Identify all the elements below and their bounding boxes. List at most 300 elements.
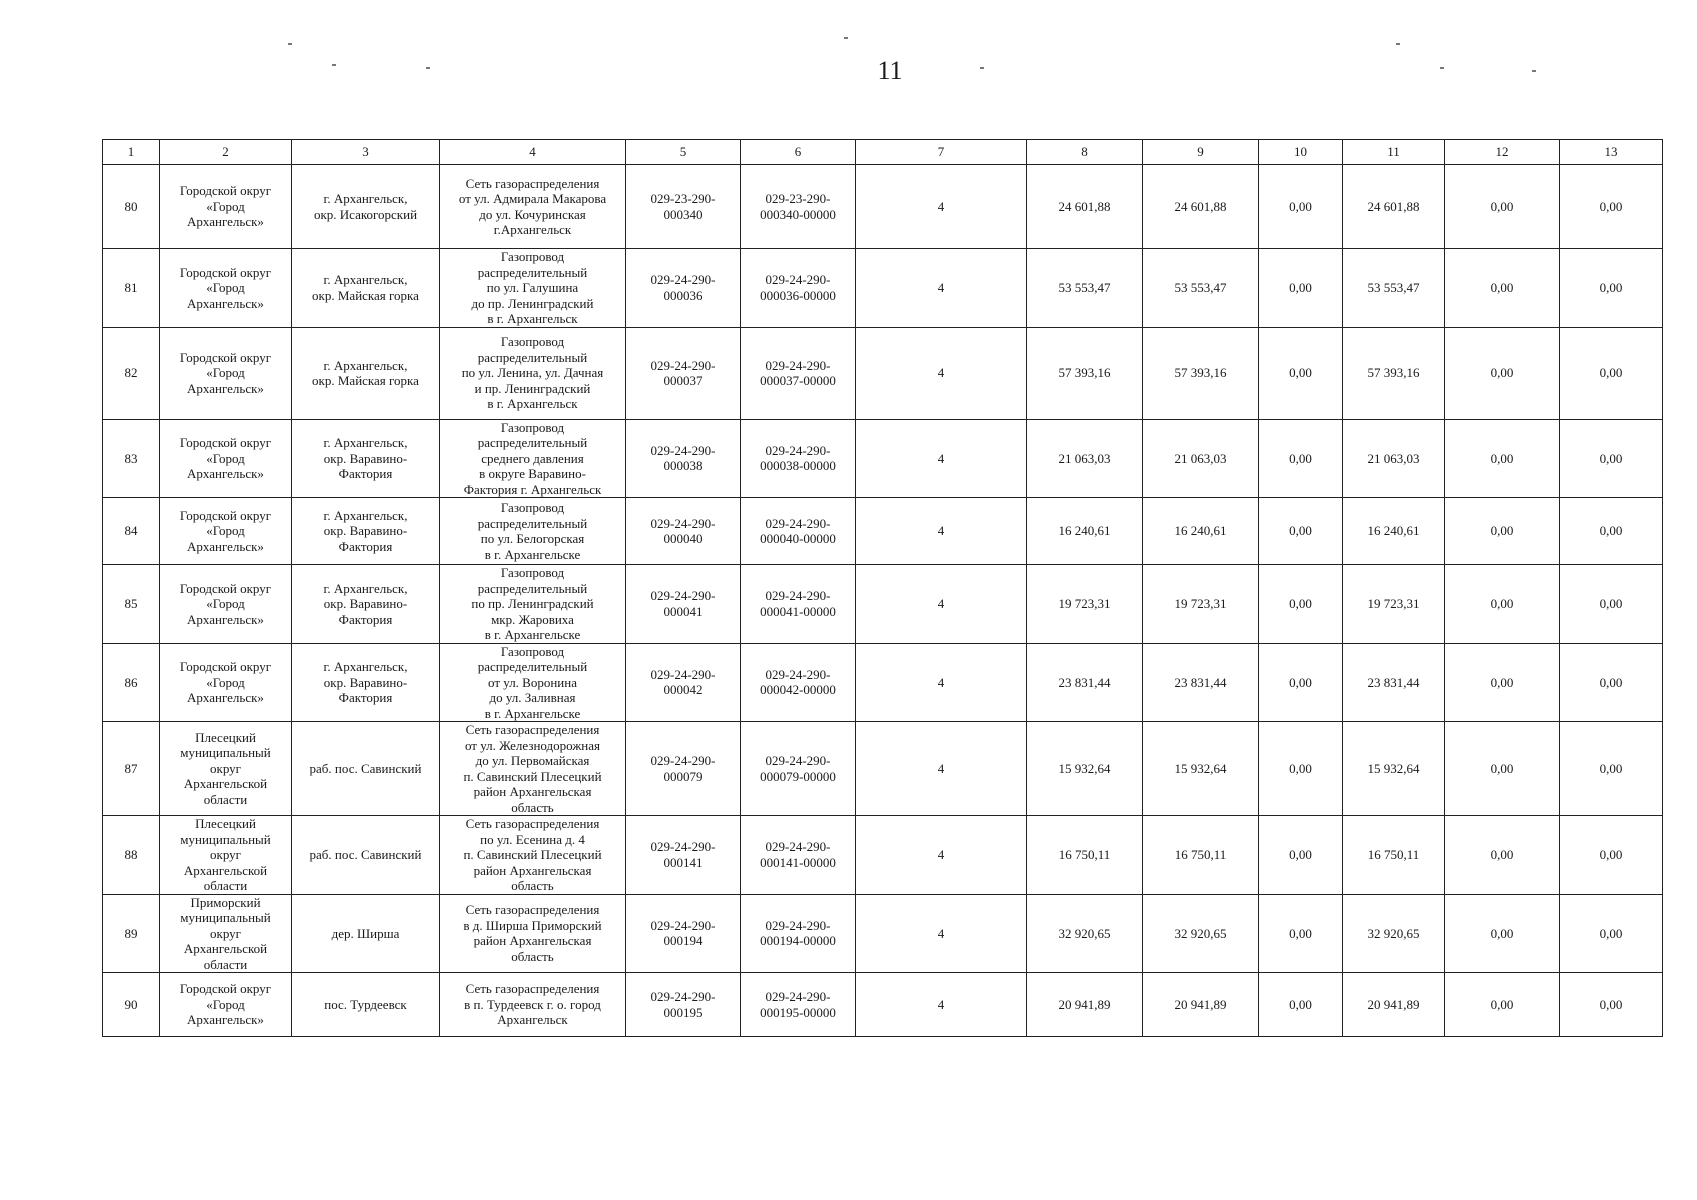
col7-cell: 4 <box>856 973 1027 1037</box>
district-cell-line: округ <box>210 847 241 862</box>
col11-value-cell: 57 393,16 <box>1343 327 1445 419</box>
row-number-cell: 85 <box>103 565 160 644</box>
district-cell <box>160 643 292 722</box>
col13-value-cell: 0,00 <box>1560 722 1663 816</box>
col11-value-cell: 53 553,47 <box>1343 249 1445 328</box>
cadastral-code-cell-line: 029-24-290- <box>650 442 716 458</box>
location-cell-line: окр. Майская горка <box>312 373 419 388</box>
column-header: 5 <box>626 140 741 165</box>
district-cell-line: Архангельской <box>183 862 268 878</box>
district-cell-line: Архангельской <box>183 941 268 956</box>
cadastral-code-cell-line: 000042 <box>663 682 703 698</box>
table-row <box>103 973 1663 1037</box>
col9-value-cell: 57 393,16 <box>1143 327 1259 419</box>
cadastral-code-cell <box>626 722 741 816</box>
object-name-cell <box>440 249 626 328</box>
location-cell-line: г. Архангельск, <box>323 659 408 674</box>
object-name-cell-line: Газопровод <box>500 643 565 659</box>
location-cell <box>292 249 440 328</box>
row-number-cell: 90 <box>103 973 160 1037</box>
full-code-cell-line: 000079-00000 <box>760 768 836 784</box>
full-code-cell <box>741 722 856 816</box>
col11-value-cell: 32 920,65 <box>1343 894 1445 973</box>
location-cell-line: г. Архангельск, <box>323 507 408 523</box>
col9-value-cell: 19 723,31 <box>1143 565 1259 644</box>
location-cell <box>292 643 440 722</box>
location-cell <box>292 816 440 895</box>
col11-value-cell: 15 932,64 <box>1343 722 1445 816</box>
full-code-cell-line: 000038-00000 <box>760 458 836 474</box>
location-cell-line: Фактория <box>338 611 393 627</box>
object-name-cell-line: область <box>511 878 554 893</box>
row-number-cell: 83 <box>103 419 160 498</box>
district-cell <box>160 816 292 895</box>
object-name-cell-line: до ул. Заливная <box>489 690 576 705</box>
location-cell-line: окр. Варавино- <box>323 523 408 539</box>
location-cell-line: окр. Майская горка <box>312 287 419 303</box>
column-header: 11 <box>1343 140 1445 165</box>
col12-value-cell: 0,00 <box>1445 816 1560 895</box>
object-name-cell-line: Фактория г. Архангельск <box>463 481 602 497</box>
district-cell-line: Приморский <box>190 894 261 910</box>
col11-value-cell: 19 723,31 <box>1343 565 1445 644</box>
object-name-cell-line: по ул. Галушина <box>486 280 579 295</box>
header-row <box>103 140 1663 165</box>
col13-value-cell: 0,00 <box>1560 327 1663 419</box>
location-cell-line: Фактория <box>338 466 393 481</box>
location-cell <box>292 894 440 973</box>
row-number-cell: 87 <box>103 722 160 816</box>
table-row <box>103 894 1663 973</box>
table-header <box>103 140 1663 165</box>
object-name-cell-line: Газопровод <box>500 565 565 580</box>
col11-value-cell: 16 240,61 <box>1343 498 1445 565</box>
col12-value-cell: 0,00 <box>1445 643 1560 722</box>
col10-value-cell: 0,00 <box>1259 973 1343 1037</box>
district-cell-line: Архангельск» <box>187 538 264 554</box>
col8-value-cell: 24 601,88 <box>1027 165 1143 249</box>
cadastral-code-cell <box>626 327 741 419</box>
district-cell-line: Архангельск» <box>187 295 264 311</box>
cadastral-code-cell-line: 000037 <box>663 373 703 388</box>
full-code-cell-line: 000195-00000 <box>760 1004 836 1020</box>
col10-value-cell: 0,00 <box>1259 327 1343 419</box>
object-name-cell-line: по ул. Белогорская <box>480 531 585 546</box>
object-name-cell-line: в округе Варавино- <box>479 466 586 481</box>
cadastral-code-cell-line: 029-24-290- <box>650 753 716 768</box>
col13-value-cell: 0,00 <box>1560 894 1663 973</box>
cadastral-code-cell-line: 000195 <box>663 1004 703 1020</box>
district-cell-line: «Город <box>206 996 245 1012</box>
location-cell <box>292 565 440 644</box>
cadastral-code-cell-line: 029-24-290- <box>650 588 716 604</box>
cadastral-code-cell <box>626 498 741 565</box>
district-cell-line: «Город <box>206 365 245 381</box>
district-cell-line: Плесецкий <box>195 729 256 745</box>
district-cell <box>160 894 292 973</box>
col10-value-cell: 0,00 <box>1259 894 1343 973</box>
column-header: 9 <box>1143 140 1259 165</box>
column-header: 2 <box>160 140 292 165</box>
object-name-cell <box>440 816 626 895</box>
full-code-cell-line: 029-24-290- <box>765 515 831 531</box>
district-cell-line: «Город <box>206 523 245 539</box>
object-name-cell-line: Сеть газораспределения <box>465 902 600 918</box>
object-name-cell-line: район Архангельская <box>473 933 592 949</box>
location-cell-line: г. Архангельск, <box>323 191 408 206</box>
object-name-cell-line: по ул. Есенина д. 4 <box>480 831 585 847</box>
district-cell-line: Архангельск» <box>187 380 264 396</box>
table-row <box>103 565 1663 644</box>
district-cell-line: муниципальный <box>180 910 271 925</box>
col13-value-cell: 0,00 <box>1560 498 1663 565</box>
object-name-cell-line: Сеть газораспределения <box>465 981 600 997</box>
table-body <box>103 165 1663 1037</box>
district-cell-line: области <box>203 791 248 807</box>
object-name-cell-line: в п. Турдеевск г. о. город <box>464 996 601 1012</box>
full-code-cell-line: 029-24-290- <box>765 588 831 604</box>
object-name-cell <box>440 643 626 722</box>
col12-value-cell: 0,00 <box>1445 973 1560 1037</box>
full-code-cell-line: 029-24-290- <box>765 442 831 458</box>
full-code-cell <box>741 973 856 1037</box>
location-cell-line: раб. пос. Савинский <box>309 847 422 862</box>
district-cell-line: «Город <box>206 280 245 295</box>
col8-value-cell: 20 941,89 <box>1027 973 1143 1037</box>
cadastral-code-cell-line: 029-24-290- <box>650 666 716 682</box>
object-name-cell-line: район Архангельская <box>473 784 592 799</box>
col10-value-cell: 0,00 <box>1259 722 1343 816</box>
col10-value-cell: 0,00 <box>1259 565 1343 644</box>
object-name-cell-line: область <box>511 799 554 815</box>
full-code-cell <box>741 498 856 565</box>
object-name-cell-line: распределительный <box>477 264 588 280</box>
col10-value-cell: 0,00 <box>1259 816 1343 895</box>
location-cell-line: г. Архангельск, <box>323 435 408 450</box>
full-code-cell <box>741 419 856 498</box>
district-cell-line: области <box>203 878 248 893</box>
col12-value-cell: 0,00 <box>1445 419 1560 498</box>
col13-value-cell: 0,00 <box>1560 165 1663 249</box>
full-code-cell <box>741 894 856 973</box>
object-name-cell-line: от ул. Адмирала Макарова <box>458 191 607 206</box>
object-name-cell <box>440 165 626 249</box>
object-name-cell-line: в г. Архангельск <box>487 311 578 326</box>
cadastral-code-cell-line: 000079 <box>663 768 703 784</box>
row-number-cell: 81 <box>103 249 160 328</box>
full-code-cell-line: 029-24-290- <box>765 989 831 1004</box>
col12-value-cell: 0,00 <box>1445 565 1560 644</box>
object-name-cell-line: от ул. Железнодорожная <box>464 737 601 753</box>
full-code-cell-line: 000037-00000 <box>760 373 836 388</box>
col10-value-cell: 0,00 <box>1259 165 1343 249</box>
row-number-cell: 88 <box>103 816 160 895</box>
object-name-cell-line: в г. Архангельске <box>484 546 581 562</box>
district-cell-line: Архангельск» <box>187 1012 264 1028</box>
cadastral-code-cell-line: 029-24-290- <box>650 357 716 373</box>
full-code-cell-line: 029-24-290- <box>765 839 831 855</box>
col9-value-cell: 15 932,64 <box>1143 722 1259 816</box>
location-cell-line: Фактория <box>338 538 393 554</box>
col10-value-cell: 0,00 <box>1259 643 1343 722</box>
object-name-cell-line: мкр. Жаровиха <box>491 611 574 627</box>
location-cell-line: окр. Исакогорский <box>313 206 418 222</box>
column-header: 8 <box>1027 140 1143 165</box>
scan-speck <box>1396 43 1400 45</box>
object-name-cell-line: в г. Архангельск <box>487 396 578 412</box>
col7-cell: 4 <box>856 498 1027 565</box>
table-row <box>103 419 1663 498</box>
location-cell <box>292 327 440 419</box>
col9-value-cell: 24 601,88 <box>1143 165 1259 249</box>
location-cell-line: пос. Турдеевск <box>324 996 407 1012</box>
object-name-cell-line: Сеть газораспределения <box>465 175 600 191</box>
col13-value-cell: 0,00 <box>1560 643 1663 722</box>
full-code-cell <box>741 249 856 328</box>
col13-value-cell: 0,00 <box>1560 565 1663 644</box>
row-number-cell: 89 <box>103 894 160 973</box>
district-cell-line: муниципальный <box>180 831 271 847</box>
col8-value-cell: 57 393,16 <box>1027 327 1143 419</box>
col11-value-cell: 20 941,89 <box>1343 973 1445 1037</box>
object-name-cell <box>440 722 626 816</box>
col8-value-cell: 21 063,03 <box>1027 419 1143 498</box>
object-name-cell <box>440 419 626 498</box>
district-cell-line: Городской округ <box>179 183 272 199</box>
cadastral-code-cell <box>626 643 741 722</box>
col7-cell: 4 <box>856 565 1027 644</box>
location-cell-line: окр. Варавино- <box>323 450 408 466</box>
table-row <box>103 816 1663 895</box>
object-name-cell <box>440 565 626 644</box>
location-cell-line: г. Архангельск, <box>323 357 408 373</box>
object-name-cell-line: Газопровод <box>500 500 565 515</box>
col13-value-cell: 0,00 <box>1560 816 1663 895</box>
column-header: 7 <box>856 140 1027 165</box>
col8-value-cell: 32 920,65 <box>1027 894 1143 973</box>
district-cell <box>160 498 292 565</box>
full-code-cell-line: 000040-00000 <box>760 531 836 546</box>
col12-value-cell: 0,00 <box>1445 327 1560 419</box>
district-cell <box>160 722 292 816</box>
object-name-cell-line: распределительный <box>477 515 588 531</box>
column-header: 3 <box>292 140 440 165</box>
cadastral-code-cell-line: 000040 <box>663 531 703 546</box>
column-header: 1 <box>103 140 160 165</box>
location-cell <box>292 722 440 816</box>
object-name-cell-line: в д. Ширша Приморский <box>463 917 602 933</box>
cadastral-code-cell <box>626 165 741 249</box>
col12-value-cell: 0,00 <box>1445 722 1560 816</box>
col8-value-cell: 53 553,47 <box>1027 249 1143 328</box>
cadastral-code-cell-line: 000036 <box>663 287 703 303</box>
object-name-cell-line: Сеть газораспределения <box>465 816 600 831</box>
full-code-cell-line: 000340-00000 <box>760 206 836 222</box>
col11-value-cell: 21 063,03 <box>1343 419 1445 498</box>
object-name-cell-line: по ул. Ленина, ул. Дачная <box>461 365 604 381</box>
object-name-cell-line: Архангельск <box>497 1012 568 1028</box>
col13-value-cell: 0,00 <box>1560 249 1663 328</box>
cadastral-code-cell-line: 029-24-290- <box>650 989 716 1004</box>
object-name-cell-line: Газопровод <box>500 334 565 350</box>
col10-value-cell: 0,00 <box>1259 249 1343 328</box>
object-name-cell-line: распределительный <box>477 659 588 674</box>
table-row <box>103 498 1663 565</box>
full-code-cell-line: 029-24-290- <box>765 753 831 768</box>
district-cell <box>160 327 292 419</box>
full-code-cell-line: 029-24-290- <box>765 917 831 933</box>
cadastral-code-cell-line: 029-24-290- <box>650 272 716 288</box>
object-name-cell <box>440 498 626 565</box>
district-cell-line: «Город <box>206 450 245 466</box>
district-cell <box>160 249 292 328</box>
location-cell-line: г. Архангельск, <box>323 272 408 288</box>
object-name-cell-line: и пр. Ленинградский <box>474 380 591 396</box>
district-cell-line: Архангельской <box>183 776 268 792</box>
col9-value-cell: 16 750,11 <box>1143 816 1259 895</box>
district-cell-line: Городской округ <box>179 580 272 596</box>
full-code-cell <box>741 816 856 895</box>
table-row <box>103 327 1663 419</box>
col7-cell: 4 <box>856 816 1027 895</box>
col13-value-cell: 0,00 <box>1560 973 1663 1037</box>
full-code-cell <box>741 643 856 722</box>
table-row <box>103 643 1663 722</box>
scan-speck <box>288 43 292 45</box>
district-cell-line: Городской округ <box>179 435 272 450</box>
col7-cell: 4 <box>856 643 1027 722</box>
full-code-cell-line: 029-24-290- <box>765 357 831 373</box>
object-name-cell <box>440 973 626 1037</box>
object-name-cell-line: в г. Архангельске <box>484 705 581 721</box>
object-name-cell-line: распределительный <box>477 580 588 596</box>
table-row <box>103 165 1663 249</box>
col12-value-cell: 0,00 <box>1445 498 1560 565</box>
district-cell <box>160 419 292 498</box>
row-number-cell: 80 <box>103 165 160 249</box>
object-name-cell-line: до ул. Первомайская <box>475 753 590 768</box>
cadastral-code-cell-line: 000194 <box>663 933 703 949</box>
object-name-cell-line: от ул. Воронина <box>488 674 577 690</box>
district-cell-line: «Город <box>206 596 245 611</box>
col8-value-cell: 15 932,64 <box>1027 722 1143 816</box>
district-cell-line: Городской округ <box>179 264 272 280</box>
full-code-cell <box>741 165 856 249</box>
cadastral-code-cell-line: 029-24-290- <box>650 839 716 855</box>
object-name-cell-line: район Архангельская <box>473 862 592 878</box>
cadastral-code-cell <box>626 894 741 973</box>
location-cell <box>292 973 440 1037</box>
district-cell-line: «Город <box>206 198 245 214</box>
district-cell-line: округ <box>210 760 241 776</box>
row-number-cell: 86 <box>103 643 160 722</box>
cadastral-code-cell-line: 000038 <box>663 458 703 474</box>
full-code-cell-line: 000041-00000 <box>760 603 836 619</box>
object-name-cell <box>440 894 626 973</box>
object-name-cell-line: п. Савинский Плесецкий <box>463 768 602 784</box>
col7-cell: 4 <box>856 165 1027 249</box>
location-cell-line: раб. пос. Савинский <box>309 760 422 776</box>
full-code-cell-line: 029-24-290- <box>765 666 831 682</box>
col9-value-cell: 20 941,89 <box>1143 973 1259 1037</box>
location-cell <box>292 165 440 249</box>
district-cell-line: Городской округ <box>179 981 272 997</box>
object-name-cell-line: распределительный <box>477 435 588 450</box>
scan-speck <box>844 37 848 39</box>
district-cell-line: муниципальный <box>180 745 271 761</box>
cadastral-code-cell-line: 029-23-290- <box>650 191 716 206</box>
object-name-cell-line: г.Архангельск <box>493 222 572 237</box>
col12-value-cell: 0,00 <box>1445 249 1560 328</box>
district-cell-line: Городской округ <box>179 349 272 365</box>
col9-value-cell: 23 831,44 <box>1143 643 1259 722</box>
object-name-cell-line: распределительный <box>477 349 588 365</box>
district-cell-line: Архангельск» <box>187 690 264 705</box>
location-cell-line: г. Архангельск, <box>323 580 408 596</box>
page-number: 11 <box>877 56 903 85</box>
object-name-cell-line: п. Савинский Плесецкий <box>463 847 602 862</box>
column-header: 6 <box>741 140 856 165</box>
full-code-cell-line: 029-24-290- <box>765 272 831 288</box>
col10-value-cell: 0,00 <box>1259 498 1343 565</box>
col8-value-cell: 16 750,11 <box>1027 816 1143 895</box>
cadastral-code-cell-line: 029-24-290- <box>650 917 716 933</box>
object-name-cell-line: Сеть газораспределения <box>465 722 600 737</box>
column-header: 13 <box>1560 140 1663 165</box>
district-cell-line: Архангельск» <box>187 214 264 230</box>
district-cell-line: округ <box>210 925 241 941</box>
location-cell-line: Фактория <box>338 690 393 705</box>
district-cell-line: Архангельск» <box>187 611 264 627</box>
cadastral-code-cell <box>626 419 741 498</box>
column-header: 4 <box>440 140 626 165</box>
full-code-cell <box>741 565 856 644</box>
object-name-cell-line: до ул. Кочуринская <box>479 206 586 222</box>
cadastral-code-cell <box>626 249 741 328</box>
district-cell-line: Городской округ <box>179 507 272 523</box>
col7-cell: 4 <box>856 419 1027 498</box>
object-name-cell-line: до пр. Ленинградский <box>471 295 594 311</box>
full-code-cell-line: 000194-00000 <box>760 933 836 949</box>
location-cell <box>292 498 440 565</box>
cadastral-code-cell-line: 000041 <box>663 603 703 619</box>
district-cell-line: Архангельск» <box>187 466 264 481</box>
object-name-cell-line: область <box>511 948 554 964</box>
col11-value-cell: 24 601,88 <box>1343 165 1445 249</box>
location-cell-line: окр. Варавино- <box>323 674 408 690</box>
col8-value-cell: 19 723,31 <box>1027 565 1143 644</box>
district-cell-line: области <box>203 956 248 972</box>
district-cell-line: Плесецкий <box>195 816 256 831</box>
col9-value-cell: 21 063,03 <box>1143 419 1259 498</box>
object-name-cell-line: в г. Архангельске <box>484 627 581 642</box>
col11-value-cell: 23 831,44 <box>1343 643 1445 722</box>
col12-value-cell: 0,00 <box>1445 894 1560 973</box>
col11-value-cell: 16 750,11 <box>1343 816 1445 895</box>
col8-value-cell: 23 831,44 <box>1027 643 1143 722</box>
col7-cell: 4 <box>856 249 1027 328</box>
location-cell <box>292 419 440 498</box>
full-code-cell-line: 000036-00000 <box>760 287 836 303</box>
col12-value-cell: 0,00 <box>1445 165 1560 249</box>
cadastral-code-cell-line: 000340 <box>663 206 703 222</box>
full-code-cell-line: 029-23-290- <box>765 191 831 206</box>
object-name-cell-line: среднего давления <box>481 450 584 466</box>
row-number-cell: 82 <box>103 327 160 419</box>
col10-value-cell: 0,00 <box>1259 419 1343 498</box>
location-cell-line: дер. Ширша <box>331 925 400 941</box>
col7-cell: 4 <box>856 722 1027 816</box>
